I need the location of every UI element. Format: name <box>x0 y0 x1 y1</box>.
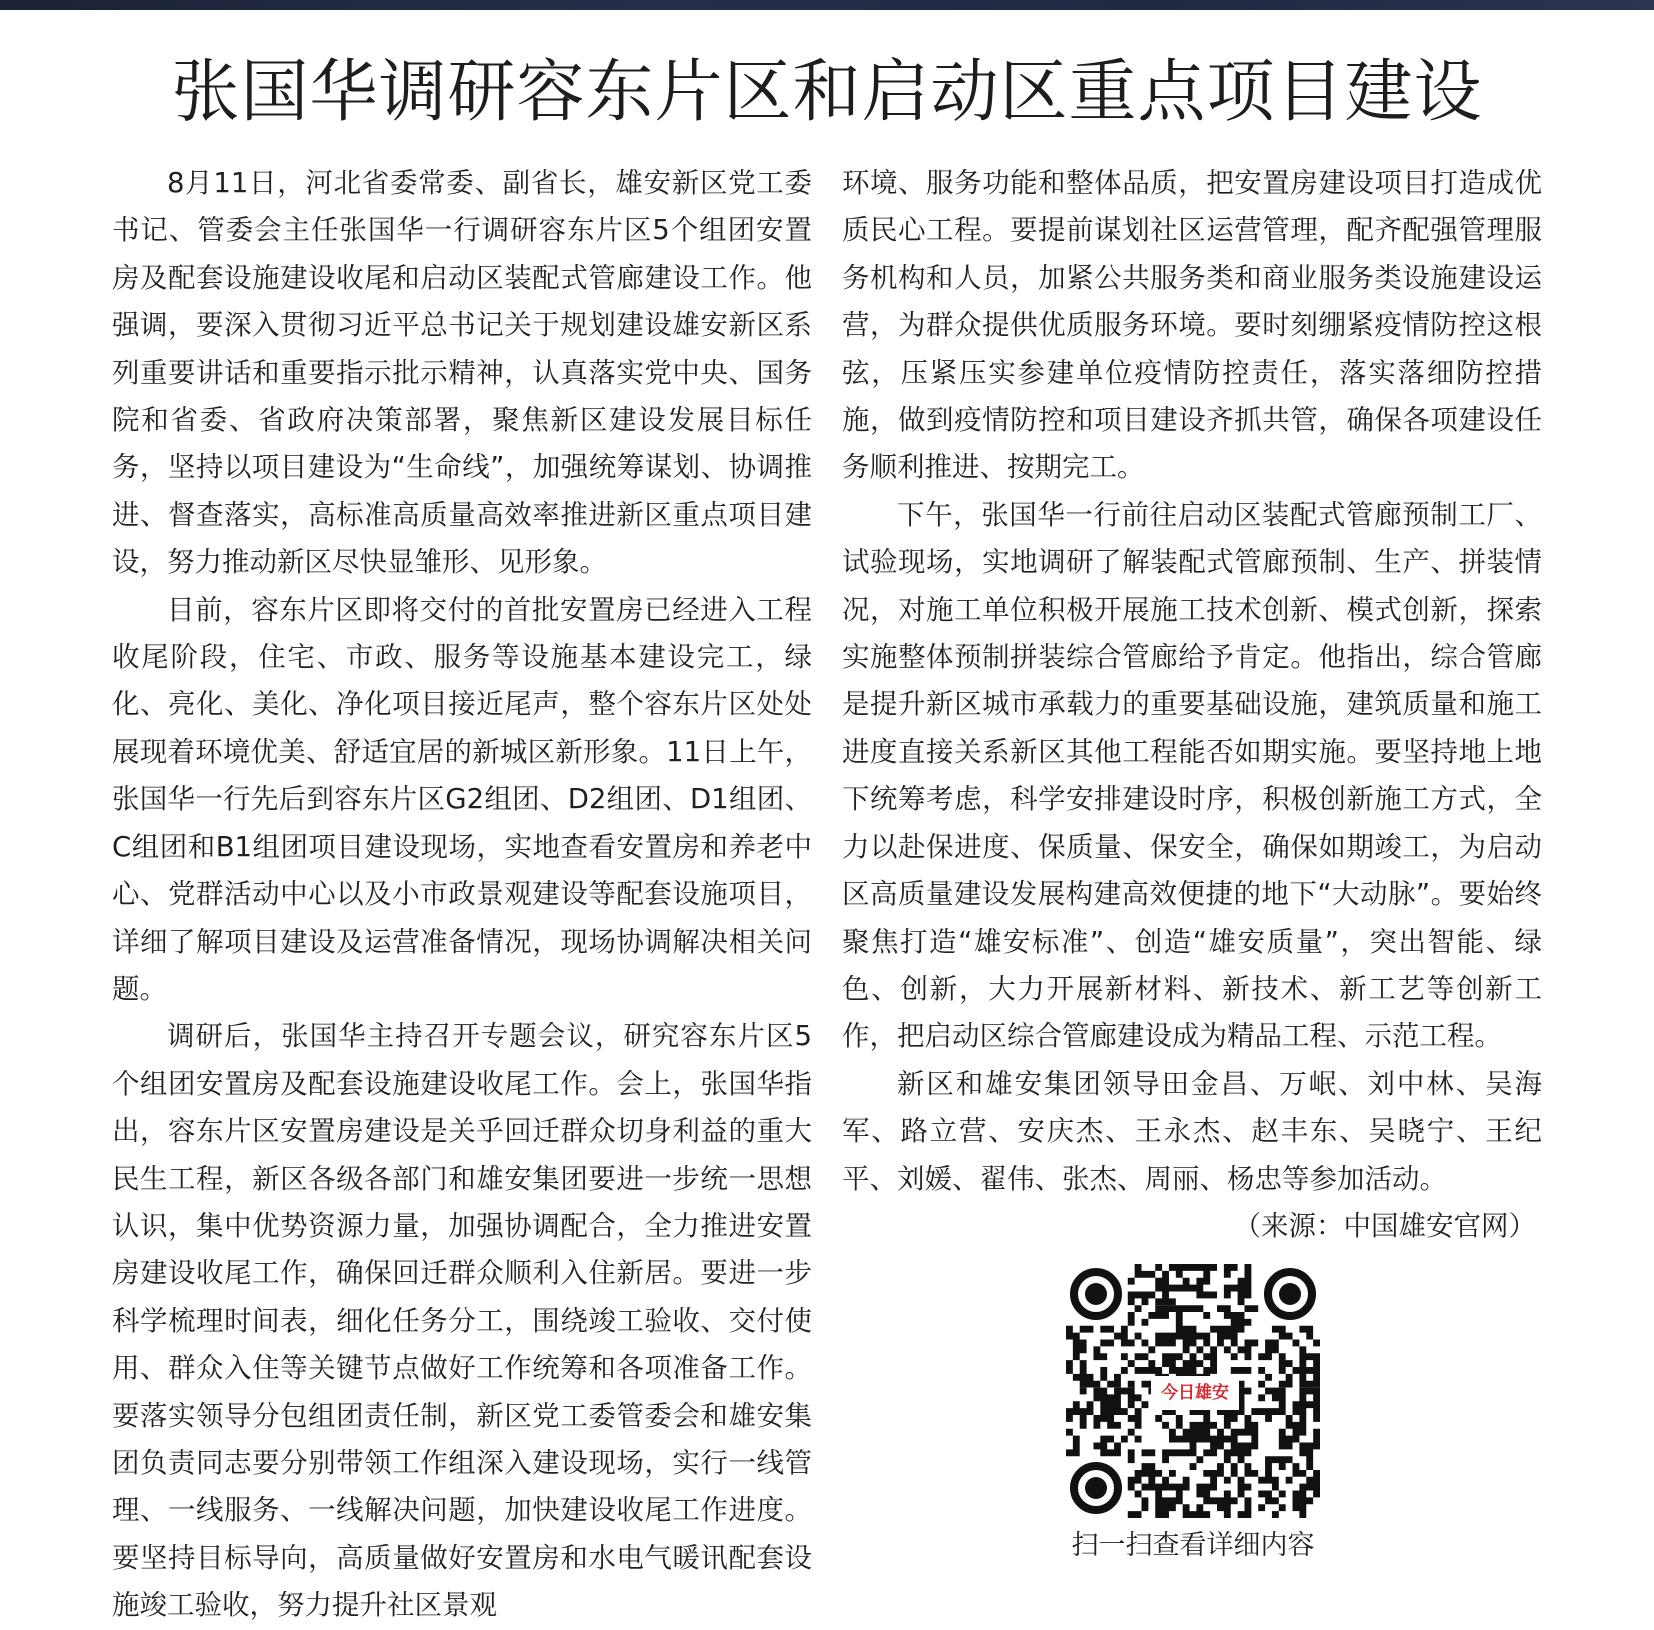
article-title: 张国华调研容东片区和启动区重点项目建设 <box>171 53 1483 132</box>
article-paragraph-continued: 环境、服务功能和整体品质，把安置房建设项目打造成优质民心工程。要提前谋划社区运营管理，配齐配强管理服务机构和人员，加紧公共服务类和商业服务类设施建设运营，为群众提供优质服务环境。要时刻绷紧疫情防控这根弦，压紧压实参建单位疫情防控责任，落实落细防控措施，做到疫情防控和项目建设齐抓共管，确保各项建设任务顺利推进、按期完工。 <box>842 167 1542 484</box>
article-paragraph: 目前，容东片区即将交付的首批安置房已经进入工程收尾阶段，住宅、市政、服务等设施基本建设完工，绿化、亮化、美化、净化项目接近尾声，整个容东片区处处展现着环境优美、舒适宜居的新城区新形象。11日上午，张国华一行先后到容东片区G2组团、D2组团、D1组团、C组团和B1组团项目建设现场，实地查看安置房和养老中心、党群活动中心以及小市政景观建设等配套设施项目，详细了解项目建设及运营准备情况，现场协调解决相关问题。 <box>112 593 812 1005</box>
top-color-band <box>0 0 1654 10</box>
article-paragraph: 8月11日，河北省委常委、副省长，雄安新区党工委书记、管委会主任张国华一行调研容东片区5个组团安置房及配套设施建设收尾和启动区装配式管廊建设工作。他强调，要深入贯彻习近平总书记关于规划建设雄安新区系列重要讲话和重要指示批示精神，认真落实党中央、国务院和省委、省政府决策部署，聚焦新区建设发展目标任务，坚持以项目建设为“生命线”，加强统筹谋划、协调推进、督查落实，高标准高质量高效率推进新区重点项目建设，努力推动新区尽快显雏形、见形象。 <box>112 167 812 579</box>
qr-code[interactable] <box>1066 1264 1320 1518</box>
article-source: （来源：中国雄安官网） <box>1233 1209 1536 1242</box>
qr-logo-badge: 今日雄安 <box>1151 1376 1239 1410</box>
article-paragraph: 下午，张国华一行前往启动区装配式管廊预制工厂、试验现场，实地调研了解装配式管廊预制、生产、拼装情况，对施工单位积极开展施工技术创新、模式创新，探索实施整体预制拼装综合管廊给予肯定。他指出，综合管廊是提升新区城市承载力的重要基础设施，建筑质量和施工进度直接关系新区其他工程能否如期实施。要坚持地上地下统筹考虑，科学安排建设时序，积极创新施工方式，全力以赴保进度、保质量、保安全，确保如期竣工，为启动区高质量建设发展构建高效便捷的地下“大动脉”。要始终聚焦打造“雄安标准”、创造“雄安质量”，突出智能、绿色、创新，大力开展新材料、新技术、新工艺等创新工作，把启动区综合管廊建设成为精品工程、示范工程。 <box>842 498 1542 1053</box>
article-column-left <box>112 160 812 1630</box>
article-paragraph: 调研后，张国华主持召开专题会议，研究容东片区5个组团安置房及配套设施建设收尾工作。会上，张国华指出，容东片区安置房建设是关乎回迁群众切身利益的重大民生工程，新区各级各部门和雄安集团要进一步统一思想认识，集中优势资源力量，加强协调配合，全力推进安置房建设收尾工作，确保回迁群众顺利入住新居。要进一步科学梳理时间表，细化任务分工，围绕竣工验收、交付使用、群众入住等关键节点做好工作统筹和各项准备工作。要落实领导分包组团责任制，新区党工委管委会和雄安集团负责同志要分别带领工作组深入建设现场，实行一线管理、一线服务、一线解决问题，加快建设收尾工作进度。要坚持目标导向，高质量做好安置房和水电气暖讯配套设施竣工验收，努力提升社区景观 <box>112 1020 812 1622</box>
article-column-right <box>842 160 1542 1250</box>
article-paragraph: 新区和雄安集团领导田金昌、万岷、刘中林、吴海军、路立营、安庆杰、王永杰、赵丰东、吴晓宁、王纪平、刘媛、翟伟、张杰、周丽、杨忠等参加活动。 <box>842 1067 1542 1195</box>
qr-caption: 扫一扫查看详细内容 <box>1071 1530 1315 1561</box>
